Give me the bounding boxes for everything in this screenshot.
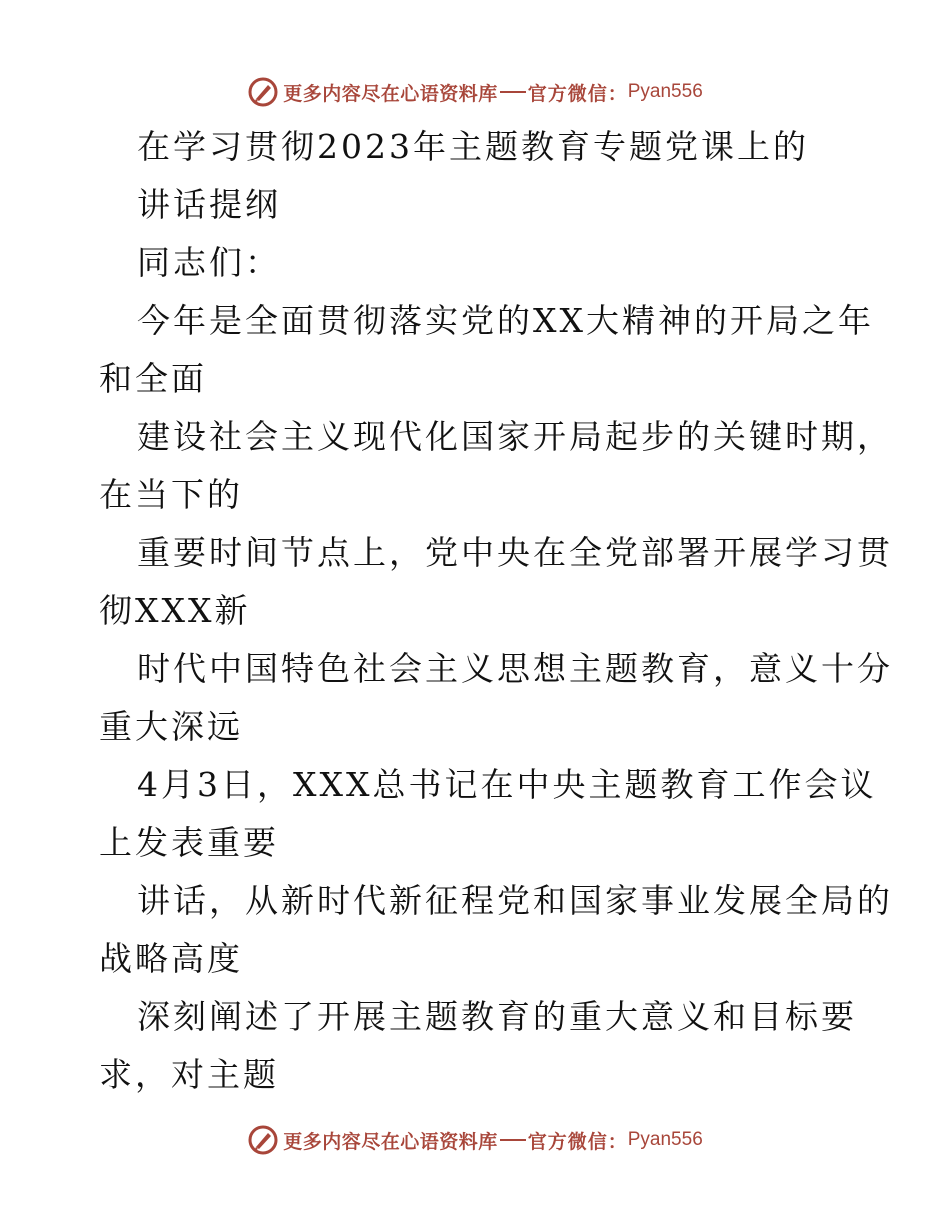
watermark-banner-top bbox=[0, 72, 950, 112]
watermark-brand-text: 更多内容尽在心语资料库 bbox=[283, 1130, 498, 1153]
watermark-wechat-id: Pyan556 bbox=[627, 81, 703, 102]
body-line: 彻XXX新 bbox=[99, 591, 251, 630]
pen-logo-icon bbox=[247, 1124, 279, 1156]
body-line: 重大深远 bbox=[99, 707, 243, 746]
document-title-line-1: 在学习贯彻2023年主题教育专题党课上的 bbox=[137, 127, 809, 166]
body-line: 时代中国特色社会主义思想主题教育，意义十分 bbox=[137, 649, 893, 688]
body-line: 4月3日，XXX总书记在中央主题教育工作会议 bbox=[137, 765, 877, 804]
body-line: 战略高度 bbox=[99, 939, 243, 978]
body-line: 在当下的 bbox=[99, 475, 243, 514]
body-line: 今年是全面贯彻落实党的XX大精神的开局之年 bbox=[137, 301, 874, 340]
body-line: 重要时间节点上，党中央在全党部署开展学习贯 bbox=[137, 533, 893, 572]
pen-logo-icon bbox=[247, 76, 279, 108]
watermark-contact-text: 官方微信： bbox=[527, 1130, 628, 1153]
body-line: 上发表重要 bbox=[99, 823, 279, 862]
body-line: 讲话，从新时代新征程党和国家事业发展全局的 bbox=[137, 881, 893, 920]
body-line: 求，对主题 bbox=[99, 1055, 279, 1094]
body-line: 深刻阐述了开展主题教育的重大意义和目标要 bbox=[137, 997, 857, 1036]
document-title-line-2: 讲话提纲 bbox=[137, 185, 281, 224]
salutation: 同志们： bbox=[137, 243, 281, 282]
watermark-dash bbox=[500, 91, 526, 93]
watermark-contact-text: 官方微信： bbox=[527, 82, 628, 105]
watermark-banner-bottom bbox=[0, 1120, 950, 1160]
body-line: 建设社会主义现代化国家开局起步的关键时期， bbox=[137, 417, 893, 456]
watermark-wechat-id: Pyan556 bbox=[627, 1129, 703, 1150]
watermark-dash bbox=[500, 1139, 526, 1141]
watermark-brand-text: 更多内容尽在心语资料库 bbox=[283, 82, 498, 105]
body-line: 和全面 bbox=[99, 359, 207, 398]
